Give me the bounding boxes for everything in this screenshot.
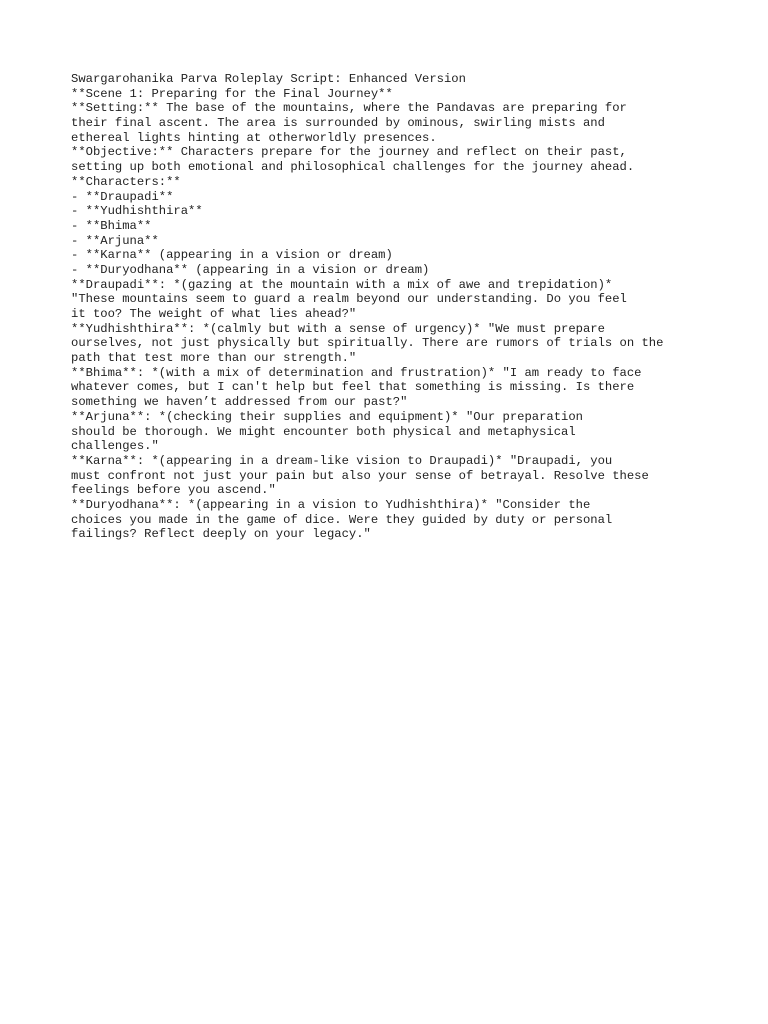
characters-heading: **Characters:** (71, 174, 181, 189)
dialogue-arjuna-line-3: challenges." (71, 439, 159, 454)
dialogue-draupadi-line-2: "These mountains seem to guard a realm beyond our understanding. Do you feel (71, 292, 627, 307)
dialogue-draupadi-line-3: it too? The weight of what lies ahead?" (71, 307, 357, 321)
setting-line-1: **Setting:** The base of the mountains, where the Pandavas are preparing for (71, 101, 627, 116)
dialogue-bhima-line-2: whatever comes, but I can't help but feel that something is missing. Is there (71, 380, 635, 395)
dialogue-duryodhana-line-2: choices you made in the game of dice. Were they guided by duty or personal (71, 512, 613, 527)
character-list-item: - **Arjuna** (71, 233, 159, 248)
dialogue-duryodhana-line-1: **Duryodhana**: *(appearing in a vision to Yudhishthira)* "Consider the (71, 497, 591, 512)
dialogue-bhima-line-1: **Bhima**: *(with a mix of determination and frustration)* "I am ready to face (71, 365, 642, 380)
character-list-item: - **Bhima** (71, 218, 152, 233)
character-list-item: - **Yudhishthira** (71, 204, 203, 219)
dialogue-bhima-line-3: something we haven’t addressed from our past?" (71, 395, 408, 410)
dialogue-draupadi-line-1: **Draupadi**: *(gazing at the mountain with a mix of awe and trepidation)* (71, 277, 613, 292)
setting-line-2: their final ascent. The area is surrounded by ominous, swirling mists and (71, 116, 605, 131)
dialogue-karna-line-3: feelings before you ascend." (71, 483, 276, 498)
objective-line-2: setting up both emotional and philosophical challenges for the journey ahead. (71, 160, 635, 175)
dialogue-yudhishthira-line-2: ourselves, not just physically but spiritually. There are rumors of trials on the (71, 336, 664, 351)
objective-line-1: **Objective:** Characters prepare for the journey and reflect on their past, (71, 145, 627, 160)
script-text-block (71, 72, 711, 542)
character-list-item: - **Draupadi** (71, 189, 174, 204)
dialogue-karna-line-1: **Karna**: *(appearing in a dream-like vision to Draupadi)* "Draupadi, you (71, 453, 613, 468)
dialogue-yudhishthira-line-1: **Yudhishthira**: *(calmly but with a sense of urgency)* "We must prepare (71, 321, 605, 336)
document-title: Swargarohanika Parva Roleplay Script: Enhanced Version (71, 72, 466, 86)
character-list-item: - **Duryodhana** (appearing in a vision or dream) (71, 262, 430, 277)
dialogue-arjuna-line-2: should be thorough. We might encounter both physical and metaphysical (71, 424, 576, 439)
character-list-item: - **Karna** (appearing in a vision or dream) (71, 248, 393, 263)
dialogue-karna-line-2: must confront not just your pain but also your sense of betrayal. Resolve these (71, 468, 649, 483)
setting-line-3: ethereal lights hinting at otherworldly presences. (71, 130, 437, 145)
dialogue-arjuna-line-1: **Arjuna**: *(checking their supplies and equipment)* "Our preparation (71, 409, 583, 424)
dialogue-yudhishthira-line-3: path that test more than our strength." (71, 351, 357, 366)
scene-heading: **Scene 1: Preparing for the Final Journey** (71, 86, 393, 101)
dialogue-duryodhana-line-3: failings? Reflect deeply on your legacy." (71, 527, 371, 542)
